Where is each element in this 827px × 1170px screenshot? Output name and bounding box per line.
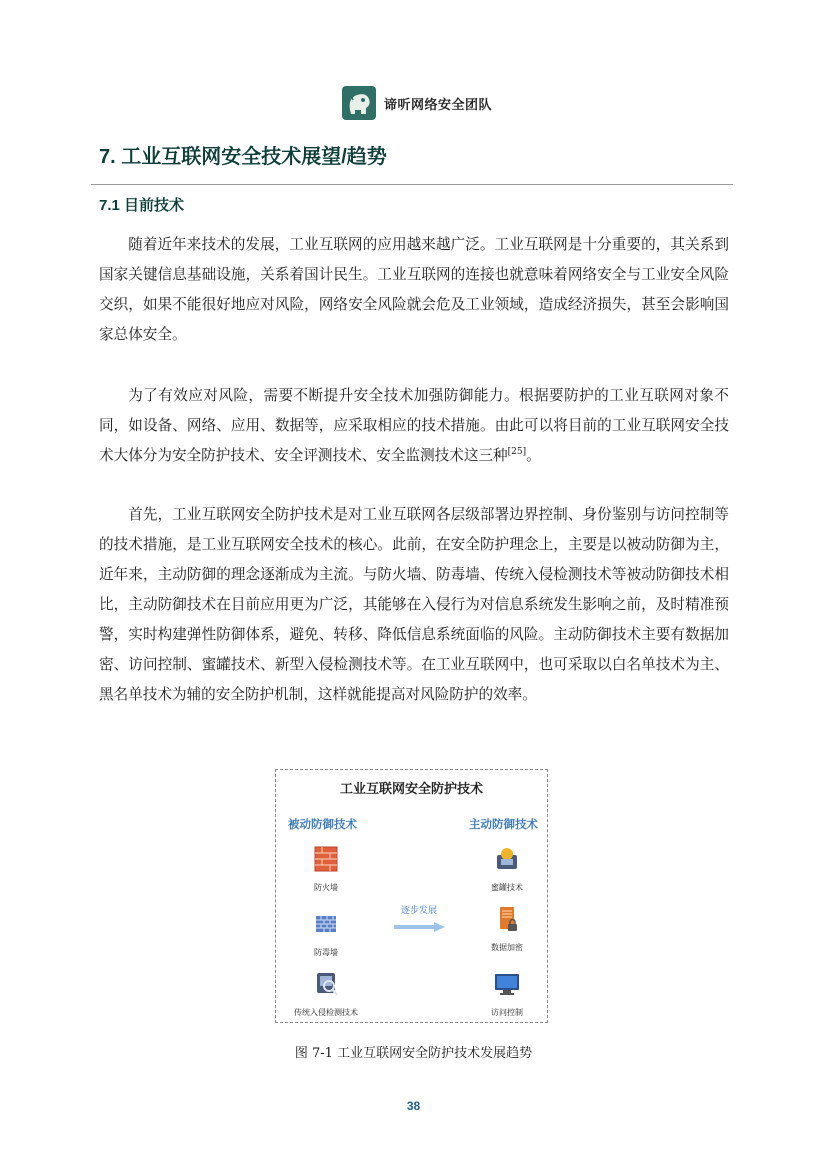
honeypot-icon [493,845,521,873]
subsection-title: 7.1 目前技术 [99,197,185,214]
paragraph-1: 随着近年来技术的发展，工业互联网的应用越来越广泛。工业互联网是十分重要的，其关系到国家关键信息基础设施，关系着国计民生。工业互联网的连接也就意味着网络安全与工业安全风险交织，如果不能很好地应对风险，网络安全风险就会危及工业领域，造成经济损失，甚至会影响国家总体安全。 [99,236,729,343]
citation-link[interactable]: [25] [507,447,527,458]
figure-diagram [275,769,548,1023]
figure-caption: 图 7-1 工业互联网安全防护技术发展趋势 [294,1046,533,1061]
node-antivirus-wall [276,910,376,958]
node-label: 防火墙 [314,883,338,892]
firewall-icon [312,845,340,873]
brand-name: 谛听网络安全团队 [384,97,493,112]
node-firewall [276,845,376,893]
section-title: 7. 工业互联网安全技术展望/趋势 [99,146,387,168]
passive-defense-heading: 被动防御技术 [288,819,357,831]
node-honeypot [457,845,557,893]
brick-wall-icon [312,910,340,938]
node-label: 数据加密 [491,943,523,952]
page-number: 38 [406,1099,421,1113]
node-label: 防毒墙 [314,948,338,957]
heading-divider [91,184,733,185]
node-label: 传统入侵检测技术 [294,1008,358,1017]
node-label: 访问控制 [491,1008,523,1017]
arrow-label: 逐步发展 [400,905,437,915]
right-arrow-icon [392,922,446,932]
server-lock-icon [493,905,521,933]
node-label: 蜜罐技术 [491,883,523,892]
node-data-encryption [457,905,557,953]
team-logo-icon [342,86,376,120]
evolution-arrow [392,903,446,937]
figure-title: 工业互联网安全防护技术 [339,781,483,796]
paragraph-2-text: 为了有效应对风险，需要不断提升安全技术加强防御能力。根据要防护的工业互联网对象不同，如设备、网络、应用、数据等，应采取相应的技术措施。由此可以将目前的工业互联网安全技术大体分为安全防护技术、安全评测技术、安全监测技术这三种 [99,387,729,464]
paragraph-3: 首先，工业互联网安全防护技术是对工业互联网各层级部署边界控制、身份鉴别与访问控制等的技术措施，是工业互联网安全技术的核心。此前，在安全防护理念上，主要是以被动防御为主，近年来，主动防御的理念逐渐成为主流。与防火墙、防毒墙、传统入侵检测技术等被动防御技术相比，主动防御技术在目前应用更为广泛，其能够在入侵行为对信息系统发生影响之前，及时精准预警，实时构建弹性防御体系，避免、转移、降低信息系统面临的风险。主动防御技术主要有数据加密、访问控制、蜜罐技术、新型入侵检测技术等。在工业互联网中，也可采取以白名单技术为主、黑名单技术为辅的安全防护机制，这样就能提高对风险防护的效率。 [99,506,729,703]
intrusion-scan-icon [312,970,340,998]
node-traditional-ids [276,970,376,1018]
monitor-icon [493,970,521,998]
page-header [0,86,827,120]
paragraph-2: 为了有效应对风险，需要不断提升安全技术加强防御能力。根据要防护的工业互联网对象不同，如设备、网络、应用、数据等，应采取相应的技术措施。由此可以将目前的工业互联网安全技术大体分为安全防护技术、安全评测技术、安全监测技术这三种[25]。 [99,387,729,464]
node-access-control [457,970,557,1018]
active-defense-heading: 主动防御技术 [469,819,538,831]
